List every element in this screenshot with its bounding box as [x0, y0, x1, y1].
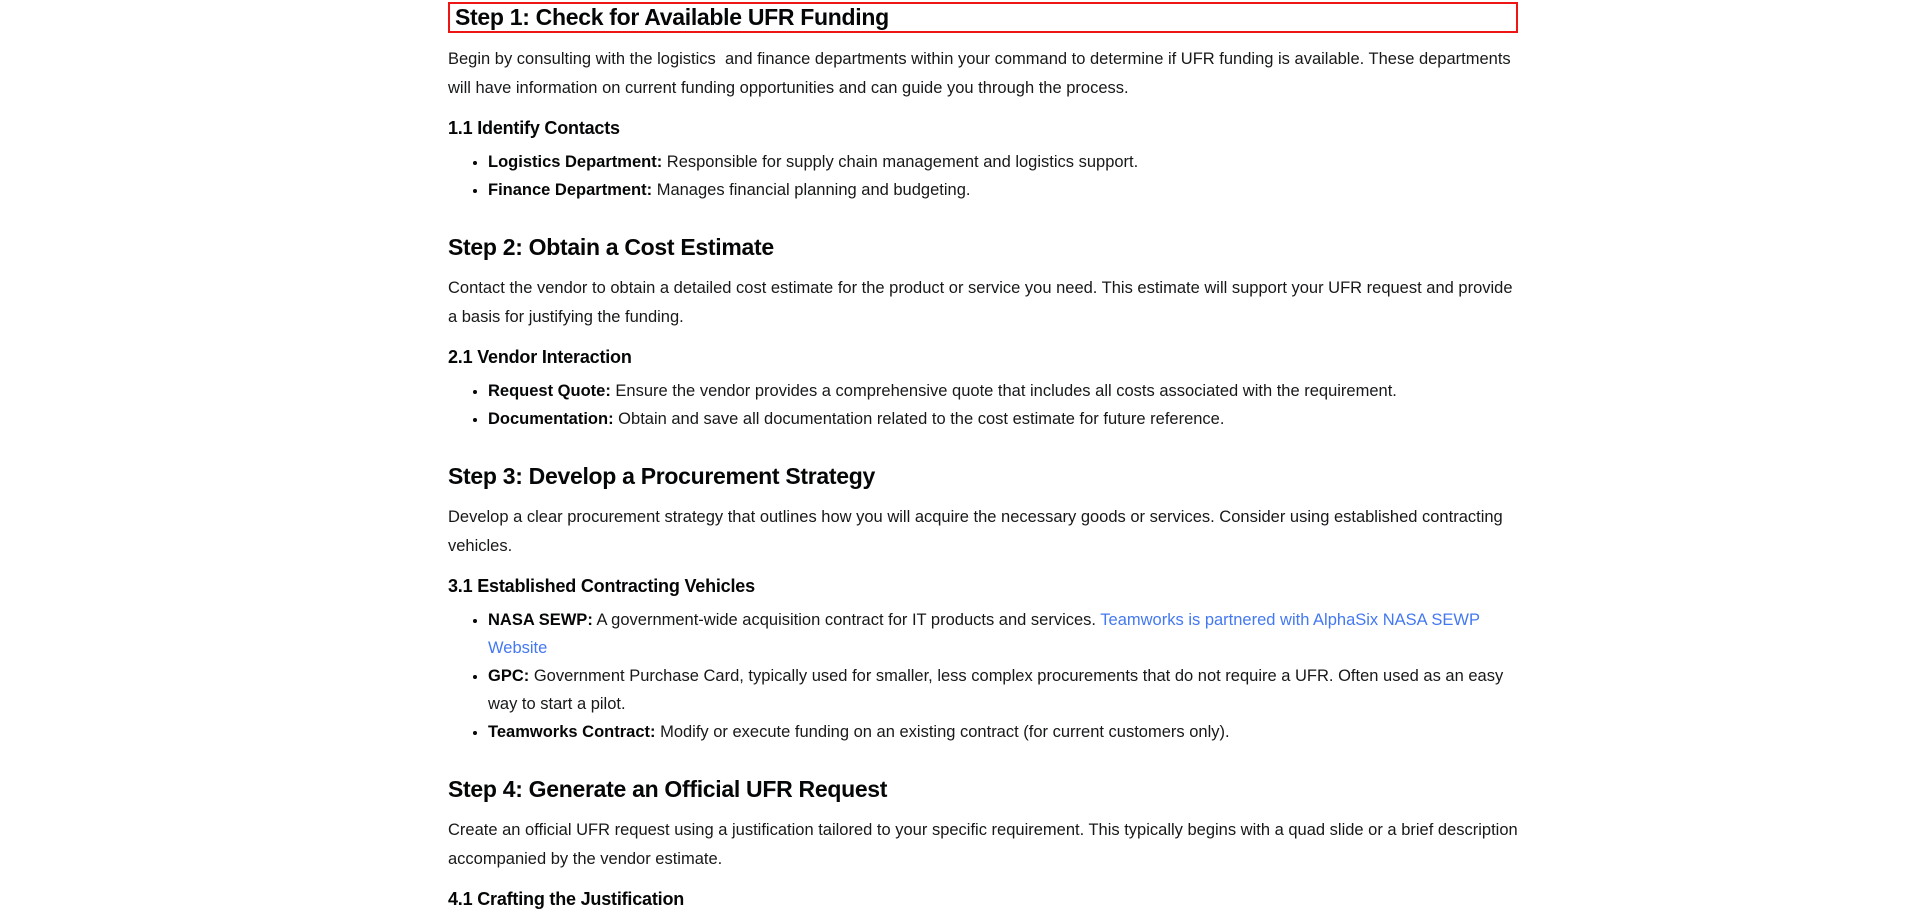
step-4-heading: Step 4: Generate an Official UFR Request	[448, 776, 888, 802]
list-item	[488, 377, 1518, 405]
bullet-text: Manages financial planning and budgeting.	[652, 181, 971, 199]
list-item	[488, 148, 1518, 176]
bullet-lead: NASA SEWP:	[488, 611, 593, 629]
document-content	[448, 0, 1523, 910]
step-1-subheading: 1.1 Identify Contacts	[448, 118, 620, 138]
step-2-heading: Step 2: Obtain a Cost Estimate	[448, 234, 774, 260]
step-3-list	[448, 606, 1518, 746]
bullet-text: Obtain and save all documentation related to the cost estimate for future reference.	[613, 410, 1225, 428]
nasa-sewp-link[interactable]: Teamworks is partnered with AlphaSix NASA SEWP Website	[488, 611, 1480, 657]
list-item	[488, 718, 1518, 746]
step-3-subheading: 3.1 Established Contracting Vehicles	[448, 576, 755, 596]
step-2-subheading: 2.1 Vendor Interaction	[448, 347, 632, 367]
list-item	[488, 405, 1518, 433]
bullet-lead: Finance Department:	[488, 181, 653, 199]
highlight-annotation-box	[448, 2, 1518, 33]
section-step-3	[448, 461, 1518, 746]
step-2-list	[448, 377, 1518, 433]
step-3-paragraph: Develop a clear procurement strategy that outlines how you will acquire the necessary goods or services. Consider using established contracting vehicles.	[448, 508, 1508, 555]
bullet-text: Modify or execute funding on an existing contract (for current customers only).	[655, 723, 1230, 741]
list-item	[488, 606, 1518, 662]
section-step-4	[448, 774, 1523, 910]
step-4-subheading: 4.1 Crafting the Justification	[448, 889, 685, 909]
section-step-2	[448, 232, 1518, 433]
bullet-lead: Documentation:	[488, 410, 614, 428]
bullet-text: Responsible for supply chain management and logistics support.	[662, 153, 1139, 171]
bullet-text: Ensure the vendor provides a comprehensive quote that includes all costs associated with the requirement.	[610, 382, 1397, 400]
section-step-1	[448, 2, 1518, 204]
bullet-lead: Teamworks Contract:	[488, 723, 656, 741]
bullet-lead: Request Quote:	[488, 382, 611, 400]
bullet-text: Government Purchase Card, typically used for smaller, less complex procurements that do not require a UFR. Often used as an easy way to start a pilot.	[488, 667, 1504, 713]
bullet-lead: Logistics Department:	[488, 153, 663, 171]
list-item	[488, 176, 1518, 204]
step-2-paragraph: Contact the vendor to obtain a detailed cost estimate for the product or service you need. This estimate will support your UFR request and provide a basis for justifying the funding.	[448, 279, 1518, 326]
bullet-lead: GPC:	[488, 667, 530, 685]
list-item	[488, 662, 1518, 718]
step-4-paragraph: Create an official UFR request using a justification tailored to your specific requirement. This typically begins with a quad slide or a brief description accompanied by the vendor estimate.	[448, 821, 1523, 868]
step-1-paragraph: Begin by consulting with the logistics and finance departments within your command to determine if UFR funding is available. These departments will have information on current funding opportunities and can guide you through the process.	[448, 50, 1516, 97]
step-3-heading: Step 3: Develop a Procurement Strategy	[448, 463, 876, 489]
step-1-heading: Step 1: Check for Available UFR Funding	[455, 4, 889, 30]
bullet-text: A government-wide acquisition contract for IT products and services.	[592, 611, 1101, 629]
step-1-list	[448, 148, 1518, 204]
